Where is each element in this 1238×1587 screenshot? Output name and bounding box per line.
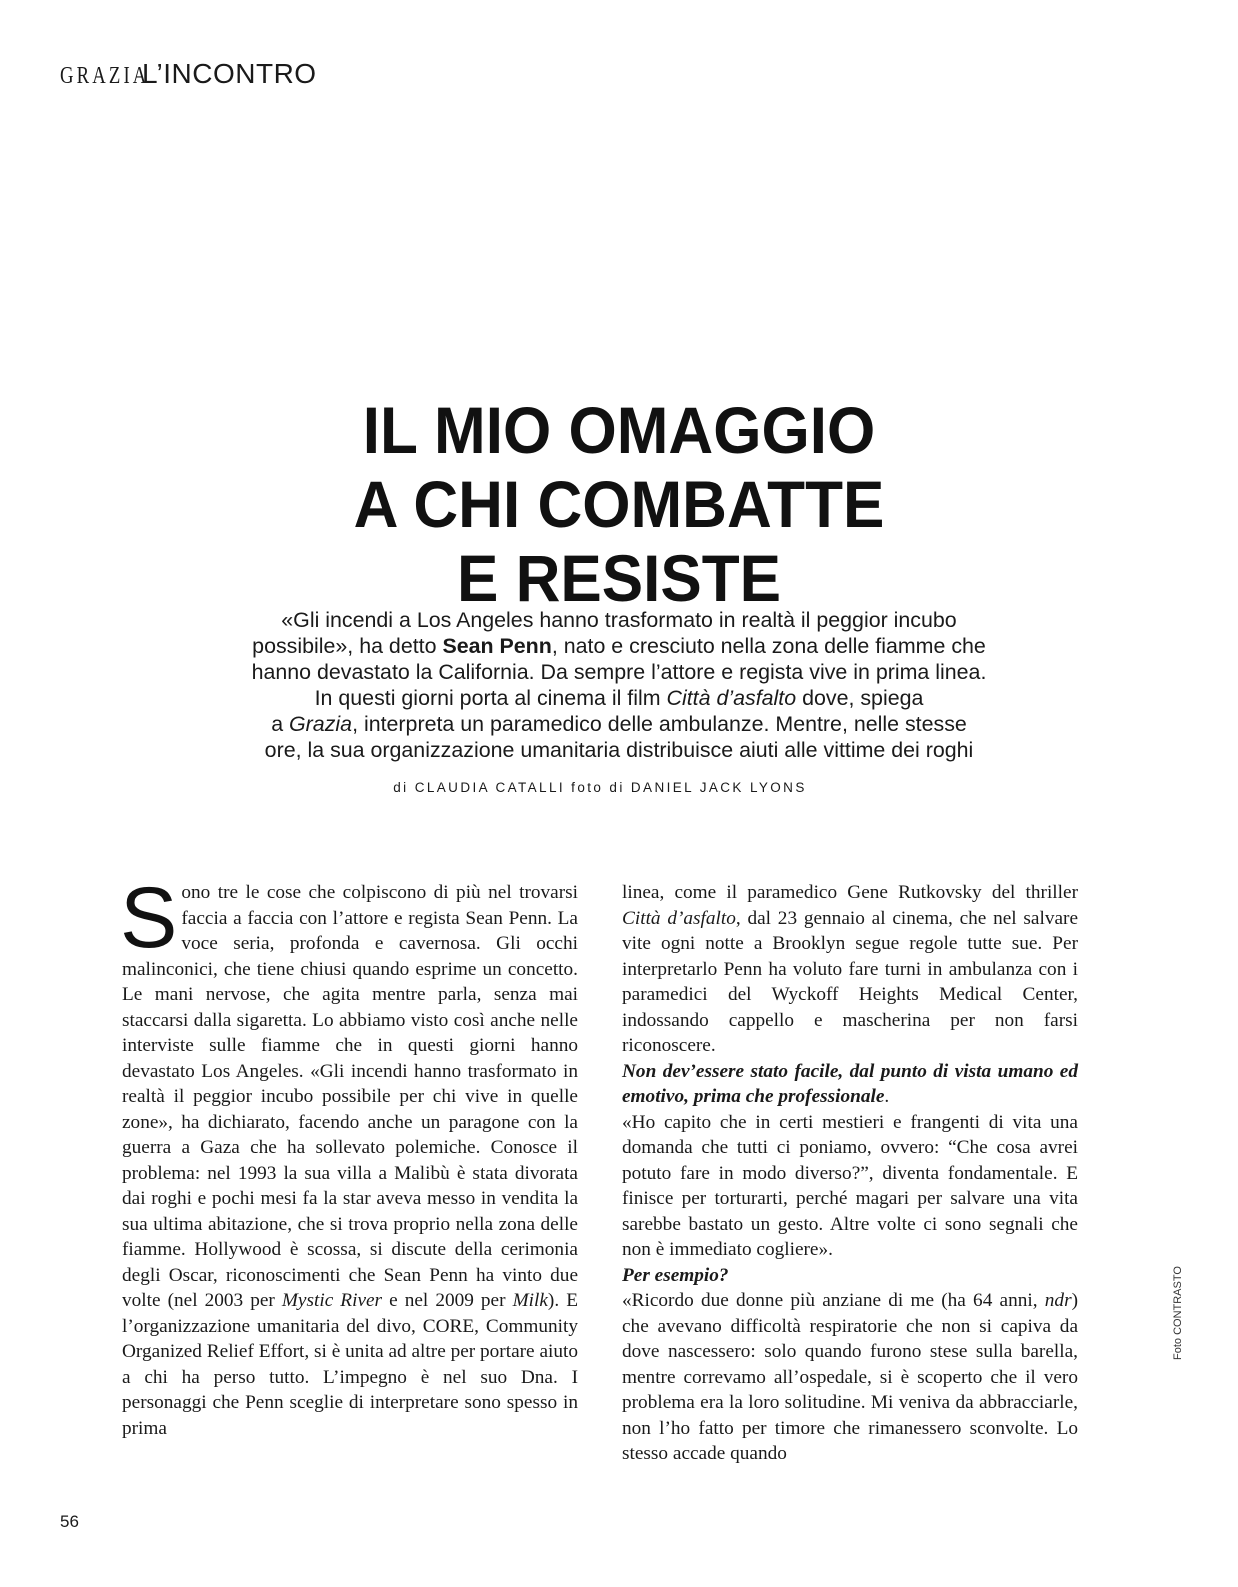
body-paragraph: Sono tre le cose che colpiscono di più nel trovarsi faccia a faccia con l’attore e regista Sean Penn. La voce seria, profonda e cavernosa. Gli occhi malinconici, che tiene chiusi quando esprime un concetto. Le mani nervose, che agita mentre parla, senza mai staccarsi dalla sigaretta. Lo abbiamo visto così anche nelle interviste sulle fiamme che in questi giorni hanno devastato Los Angeles. «Gli incendi hanno trasformato in realtà il peggior incubo possibile per chi vive in quelle zone», ha dichiarato, facendo anche un paragone con la guerra a Gaza che ha sollevato polemiche. Conosce il problema: nel 1993 la sua villa a Malibù è stata divorata dai roghi e pochi mesi fa la star aveva messo in vendita la sua ultima abitazione, che si trova proprio nella zona delle fiamme. Hollywood è scossa, si discute della cerimonia degli Oscar, riconoscimenti che Sean Penn ha vinto due volte (nel 2003 per Mystic River e nel 2009 per Milk). E l’organizzazione umanitaria del divo, CORE, Community Organized Relief Effort, si è unita ad altre per portare aiuto a chi ha perso tutto. L’impegno è nel suo Dna. I personaggi che Penn sceglie di interpretare sono spesso in prima (120, 870, 578, 1439)
magazine-logo: GRAZIA (60, 63, 150, 89)
page-header (60, 58, 317, 90)
interview-answer: «Ricordo due donne più anziane di me (ha 64 anni, ndr) che avevano difficoltà respiratorie che non si capiva da dove nascessero: solo quando furono stese sulla barella, mentre correvamo all’ospedale, si è scoperto che il vero problema era la loro solitudine. Mi veniva da abbracciarle, non l’ho fatto per timore che rimanessero sconvolte. Lo stesso accade quando (622, 1290, 1078, 1464)
standfirst-line: ore, la sua organizzazione umanitaria distribuisce aiuti alle vittime dei roghi (264, 738, 974, 762)
title-line-3: E RESISTE (456, 541, 782, 615)
interview-answer: «Ho capito che in certi mestieri e frangenti di vita una domanda che tutti ci poniamo, ovvero: “Che cosa avrei potuto fare in modo diverso?”, diventa fondamentale. E finisce per torturarti, perché magari per salvare una vita sarebbe bastato un gesto. Altre volte ci sono segnali che non è immediato cogliere». (622, 1111, 1078, 1260)
subject-name: Sean Penn (442, 634, 552, 658)
title-line-2: A CHI COMBATTE (353, 467, 885, 541)
standfirst-line: possibile», ha detto Sean Penn, nato e cresciuto nella zona delle fiamme che (252, 634, 986, 658)
standfirst-line: a Grazia, interpreta un paramedico delle ambulanze. Mentre, nelle stesse (271, 712, 967, 736)
section-label: L’INCONTRO (142, 58, 317, 89)
interview-question: Per esempio? (622, 1264, 729, 1286)
standfirst (190, 607, 1048, 763)
standfirst-line: «Gli incendi a Los Angeles hanno trasformato in realtà il peggior incubo (281, 608, 957, 632)
standfirst-line: hanno devastato la California. Da sempre l’attore e regista vive in prima linea. (251, 660, 987, 684)
body-column-left (120, 870, 578, 1441)
magazine-name: Grazia (289, 712, 353, 736)
article-title (0, 393, 1238, 615)
byline: di CLAUDIA CATALLI foto di DANIEL JACK LYONS (393, 780, 807, 795)
standfirst-line: In questi giorni porta al cinema il film Città d’asfalto dove, spiega (314, 686, 924, 710)
body-paragraph: linea, come il paramedico Gene Rutkovsky del thriller Città d’asfalto, dal 23 gennaio al cinema, che nel salvare vite ogni notte a Brooklyn segue regole tutte sue. Per interpretarlo Penn ha voluto fare turni in ambulanza con i paramedici del Wyckoff Heights Medical Center, indossando cappello e mascherina per non farsi riconoscere. (622, 882, 1079, 1056)
page-number: 56 (60, 1512, 79, 1531)
title-line-1: IL MIO OMAGGIO (362, 393, 876, 467)
photo-credit: Foto CONTRASTO (1172, 1266, 1184, 1360)
body-column-right (622, 880, 1078, 1467)
interview-question: Non dev’essere stato facile, dal punto di vista umano ed emotivo, prima che professionale. (622, 1060, 1078, 1107)
film-title: Città d’asfalto (666, 686, 797, 710)
drop-cap: S (120, 870, 178, 966)
